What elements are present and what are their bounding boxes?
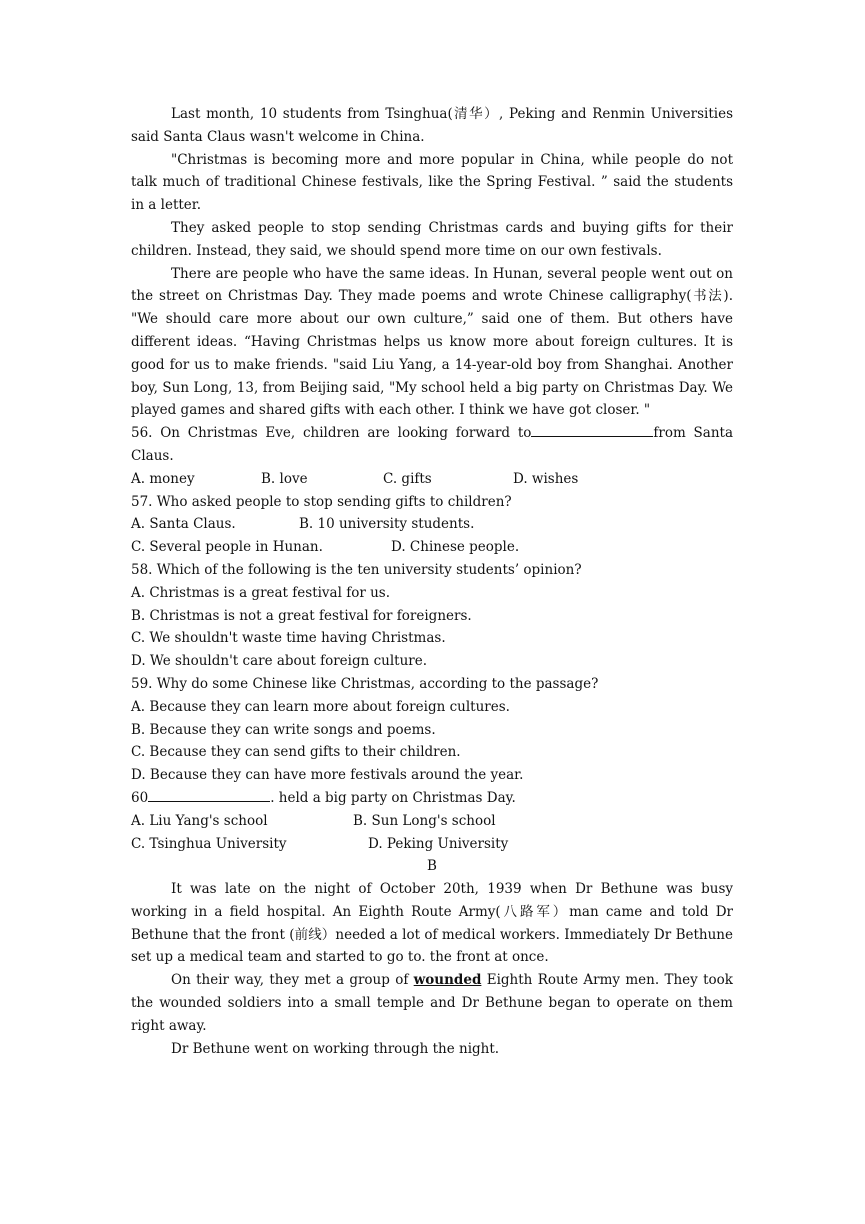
- question-59: 59. Why do some Chinese like Christmas, according to the passage?: [131, 675, 599, 692]
- question-60-stem: . held a big party on Christmas Day.: [270, 789, 516, 806]
- option-59-a: A. Because they can learn more about foreign cultures.: [131, 698, 510, 715]
- option-59-d: D. Because they can have more festivals around the year.: [131, 767, 524, 784]
- passage-b-paragraph-1: It was late on the night of October 20th, 1939 when Dr Bethune was busy working in a field hospital. An Eighth Route Army(八路军）man came and told Dr Bethune that the front (前线）needed a lot of medical workers. Immediately Dr Bethune set up a medical team and started to go to. the front at once.: [131, 881, 733, 966]
- option-60-a: A. Liu Yang's school: [131, 812, 268, 829]
- question-60-number: 60: [131, 789, 149, 806]
- passage-b-text-end: Eighth Route Army men. They took the wounded soldiers into a small temple and Dr Bethune began to operate on them right away.: [131, 972, 733, 1034]
- question-60-options-row-1: [131, 810, 733, 833]
- option-58-a: A. Christmas is a great festival for us.: [131, 584, 390, 601]
- underlined-word: wounded: [413, 972, 482, 989]
- question-57: 57. Who asked people to stop sending gifts to children?: [131, 493, 512, 510]
- option-60-b: B. Sun Long's school: [353, 812, 496, 829]
- passage-a-paragraph-4: There are people who have the same ideas. In Hunan, several people went out on the street on Christmas Day. They made poems and wrote Chinese calligraphy(书法). "We should care more about our own culture,” said one of them. But others have different ideas. “Having Christmas helps us know more about foreign cultures. It is good for us to make friends. "said Liu Yang, a 14-year-old boy from Shanghai. Another boy, Sun Long, 13, from Beijing said, "My school held a big party on Christmas Day. We played games and shared gifts with each other. I think we have got closer. ": [131, 265, 733, 419]
- option-57-b: B. 10 university students.: [299, 516, 475, 533]
- passage-a-paragraph-2: "Christmas is becoming more and more popular in China, while people do not talk much of traditional Chinese festivals, like the Spring Festival. ” said the students in a letter.: [131, 151, 733, 214]
- option-57-d: D. Chinese people.: [391, 539, 520, 556]
- option-56-c: C. gifts: [383, 470, 432, 487]
- option-56-a: A. money: [131, 470, 195, 487]
- option-58-c: C. We shouldn't waste time having Christmas.: [131, 630, 446, 647]
- option-57-a: A. Santa Claus.: [131, 516, 236, 533]
- option-56-d: D. wishes: [513, 470, 579, 487]
- passage-b-paragraph-2: [131, 969, 733, 1037]
- question-57-options-row-2: [131, 536, 733, 559]
- passage-b-text-start: On their way, they met a group of: [171, 972, 414, 989]
- question-60-options-row-2: [131, 833, 733, 856]
- answer-blank-60: [148, 787, 270, 802]
- question-56-stem-end: from Santa Claus.: [131, 425, 733, 464]
- question-60: [131, 787, 733, 810]
- question-56-stem: 56. On Christmas Eve, children are looking forward to: [131, 425, 532, 442]
- question-56: [131, 422, 733, 468]
- option-56-b: B. love: [261, 470, 308, 487]
- option-59-c: C. Because they can send gifts to their children.: [131, 744, 461, 761]
- answer-blank-56: [531, 422, 653, 437]
- passage-a-paragraph-1: Last month, 10 students from Tsinghua(清华）, Peking and Renmin Universities said Santa Claus wasn't welcome in China.: [131, 106, 733, 145]
- option-58-b: B. Christmas is not a great festival for foreigners.: [131, 607, 472, 624]
- option-58-d: D. We shouldn't care about foreign culture.: [131, 653, 428, 670]
- question-56-options: [131, 468, 733, 491]
- passage-b-paragraph-3: Dr Bethune went on working through the night.: [171, 1040, 500, 1057]
- option-60-c: C. Tsinghua University: [131, 835, 287, 852]
- option-59-b: B. Because they can write songs and poems.: [131, 721, 436, 738]
- option-57-c: C. Several people in Hunan.: [131, 539, 323, 556]
- section-b-heading: B: [427, 858, 437, 875]
- option-60-d: D. Peking University: [368, 835, 509, 852]
- question-58: 58. Which of the following is the ten university students’ opinion?: [131, 561, 582, 578]
- question-57-options-row-1: [131, 513, 733, 536]
- passage-a-paragraph-3: They asked people to stop sending Christmas cards and buying gifts for their children. Instead, they said, we should spend more time on our own festivals.: [131, 219, 733, 259]
